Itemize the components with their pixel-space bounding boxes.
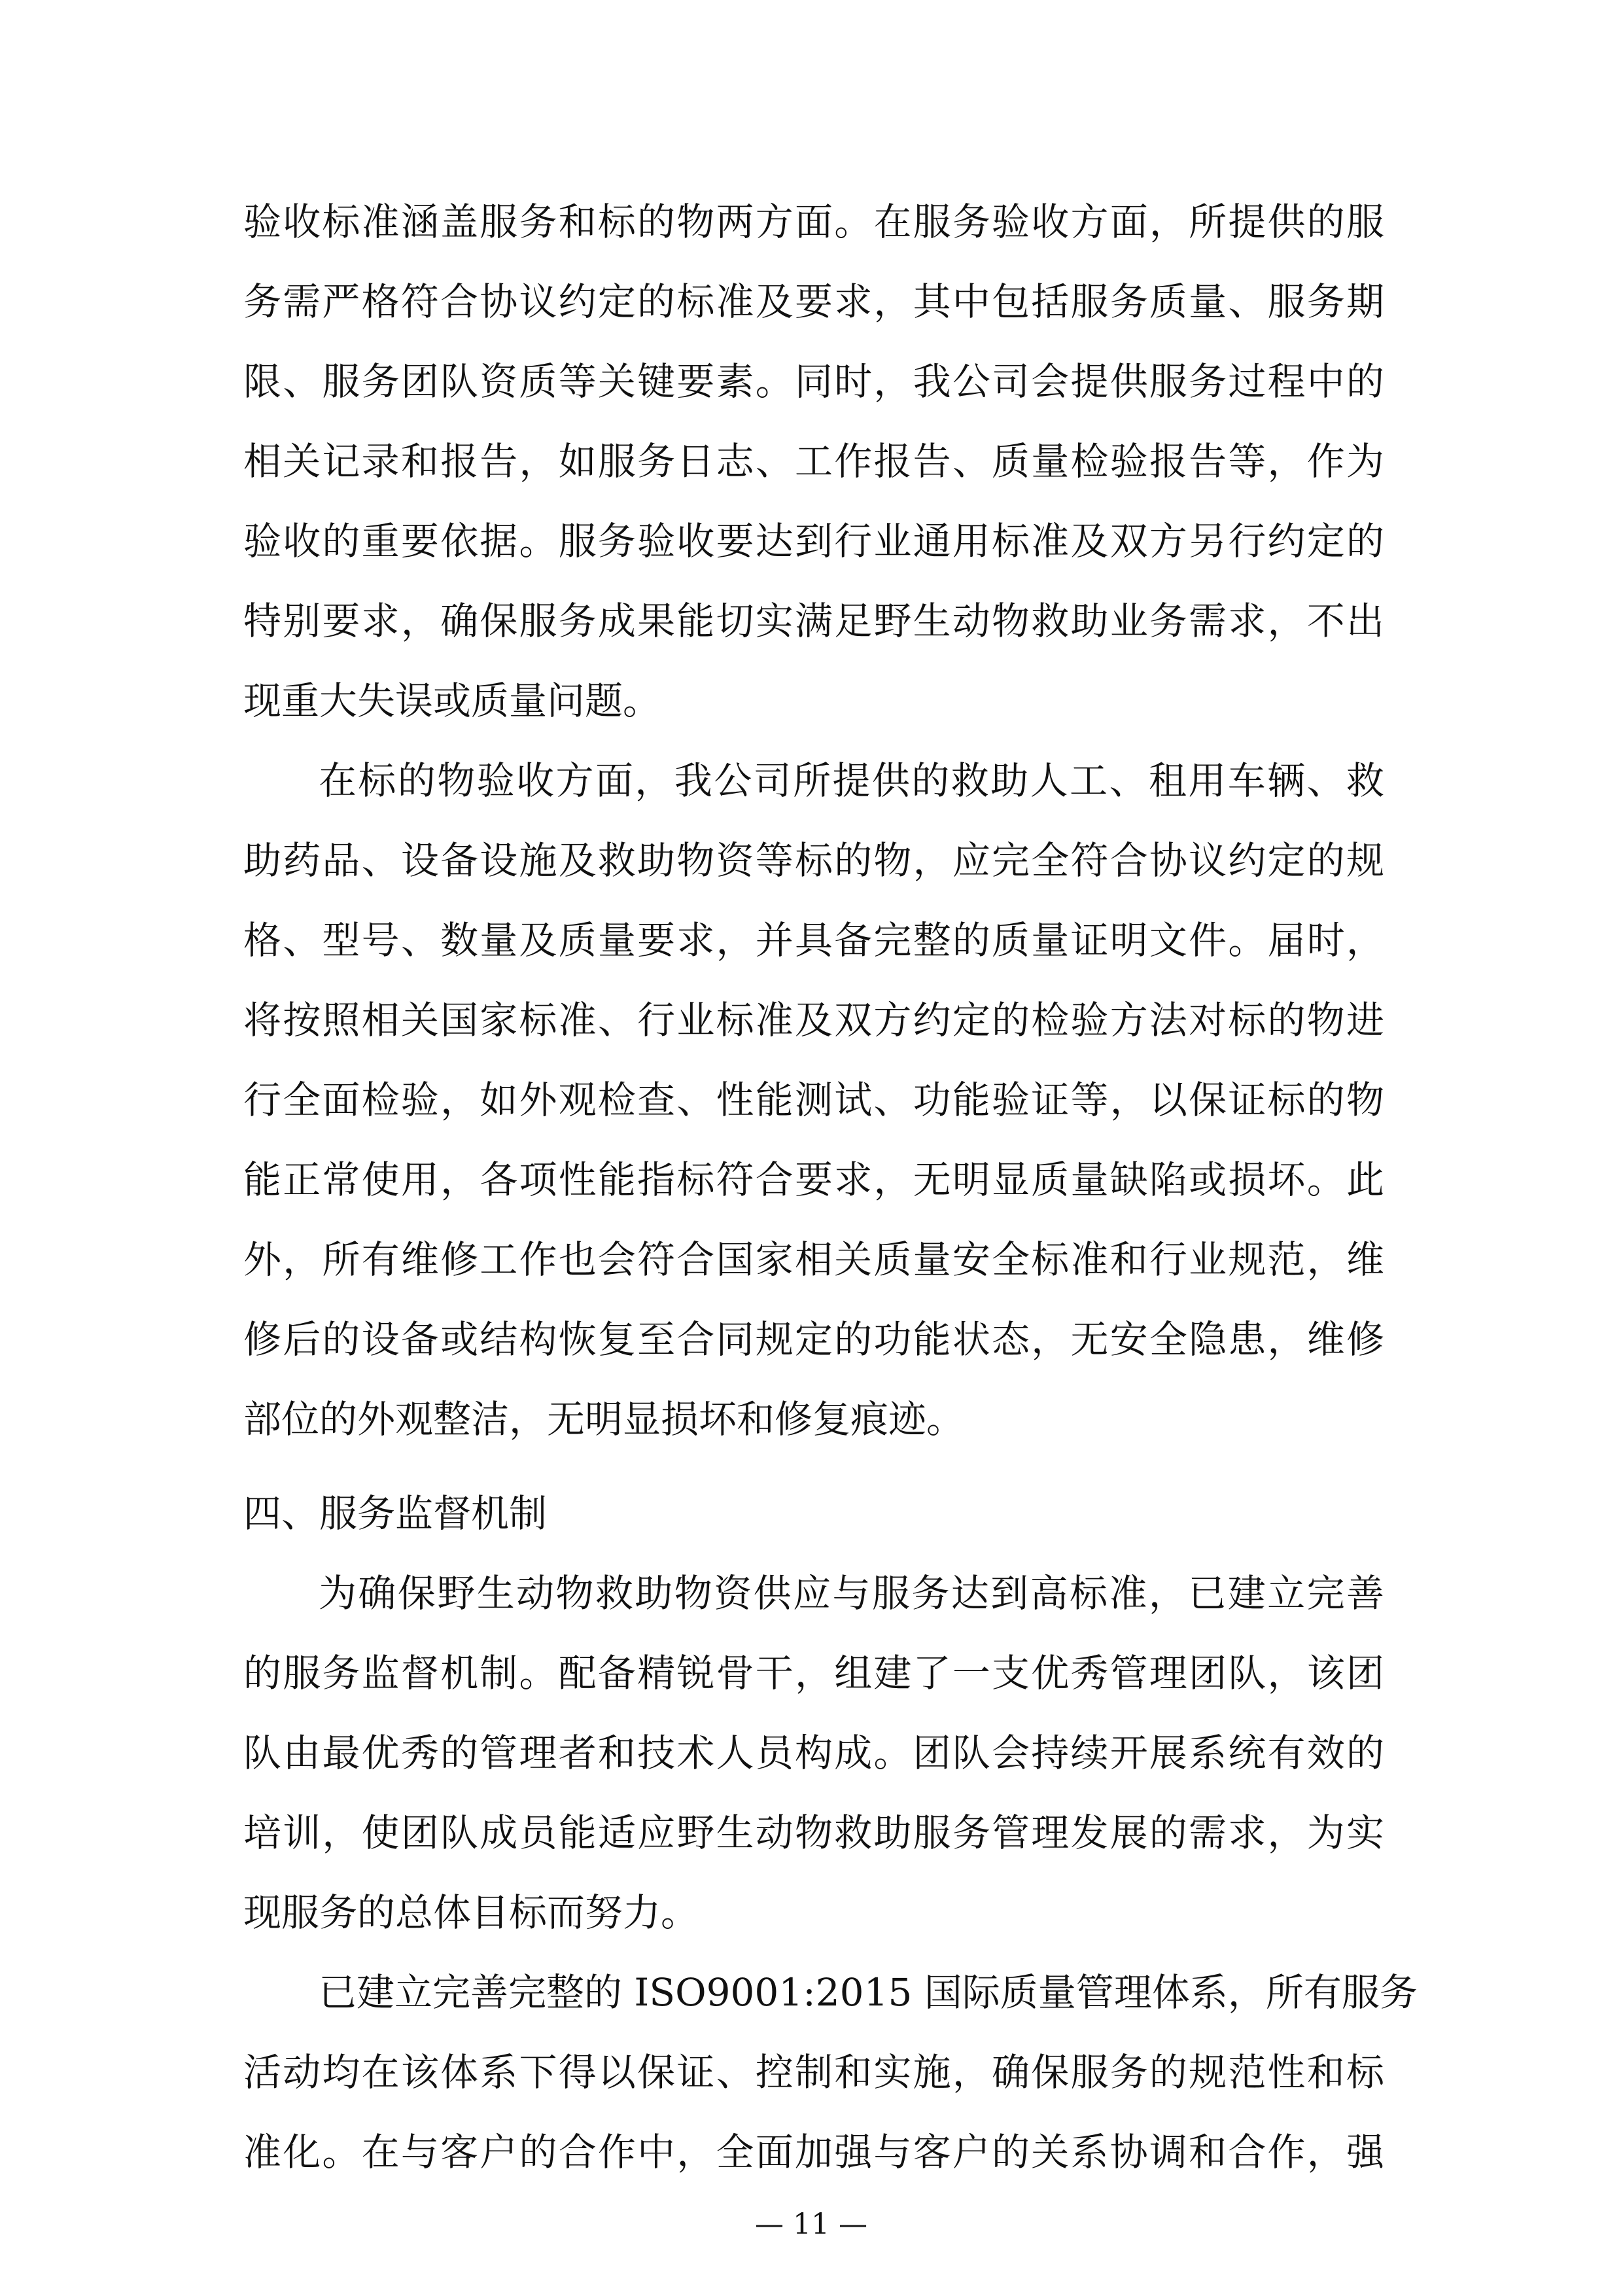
paragraph-2-line-7: 外，所有维修工作也会符合国家相关质量安全标准和行业规范，维: [243, 1237, 1384, 1282]
paragraph-2-line-6: 能正常使用，各项性能指标符合要求，无明显质量缺陷或损坏。此: [243, 1157, 1384, 1202]
paragraph-1-line-3: 限、服务团队资质等关键要素。同时，我公司会提供服务过程中的: [243, 359, 1384, 404]
section-paragraph-1-line-2: 的服务监督机制。配备精锐骨干，组建了一支优秀管理团队，该团: [243, 1651, 1384, 1695]
paragraph-2-line-5: 行全面检验，如外观检查、性能测试、功能验证等，以保证标的物: [243, 1078, 1384, 1122]
page-number: — 11 —: [755, 2208, 867, 2241]
section-paragraph-2-line-1: 已建立完善完整的 ISO9001:2015 国际质量管理体系，所有服务: [319, 1970, 1418, 2015]
paragraph-1-line-6: 特别要求，确保服务成果能切实满足野生动物救助业务需求，不出: [243, 599, 1384, 643]
section-paragraph-1-line-5: 现服务的总体目标而努力。: [243, 1890, 699, 1935]
section-paragraph-2-line-2: 活动均在该体系下得以保证、控制和实施，确保服务的规范性和标: [243, 2050, 1384, 2094]
paragraph-2-line-1: 在标的物验收方面，我公司所提供的救助人工、租用车辆、救: [319, 758, 1384, 803]
paragraph-2-line-4: 将按照相关国家标准、行业标准及双方约定的检验方法对标的物进: [243, 998, 1384, 1042]
section-paragraph-1-line-4: 培训，使团队成员能适应野生动物救助服务管理发展的需求，为实: [243, 1810, 1384, 1855]
section-paragraph-1-line-1: 为确保野生动物救助物资供应与服务达到高标准，已建立完善: [319, 1571, 1384, 1616]
section-paragraph-1-line-3: 队由最优秀的管理者和技术人员构成。团队会持续开展系统有效的: [243, 1731, 1384, 1775]
paragraph-2-line-2: 助药品、设备设施及救助物资等标的物，应完全符合协议约定的规: [243, 838, 1384, 883]
paragraph-1-line-5: 验收的重要依据。服务验收要达到行业通用标准及双方另行约定的: [243, 519, 1384, 563]
section-heading: 四、服务监督机制: [243, 1491, 548, 1536]
paragraph-2-line-8: 修后的设备或结构恢复至合同规定的功能状态，无安全隐患，维修: [243, 1317, 1384, 1362]
paragraph-1-line-7: 现重大失误或质量问题。: [243, 679, 661, 723]
paragraph-2-line-3: 格、型号、数量及质量要求，并具备完整的质量证明文件。届时，: [243, 918, 1384, 963]
section-paragraph-2-line-3: 准化。在与客户的合作中，全面加强与客户的关系协调和合作，强: [243, 2130, 1384, 2174]
paragraph-1-line-4: 相关记录和报告，如服务日志、工作报告、质量检验报告等，作为: [243, 439, 1384, 484]
paragraph-1-line-2: 务需严格符合协议约定的标准及要求，其中包括服务质量、服务期: [243, 279, 1384, 324]
paragraph-1-line-1: 验收标准涵盖服务和标的物两方面。在服务验收方面，所提供的服: [243, 200, 1384, 244]
paragraph-2-line-9: 部位的外观整洁，无明显损坏和修复痕迹。: [243, 1397, 965, 1441]
